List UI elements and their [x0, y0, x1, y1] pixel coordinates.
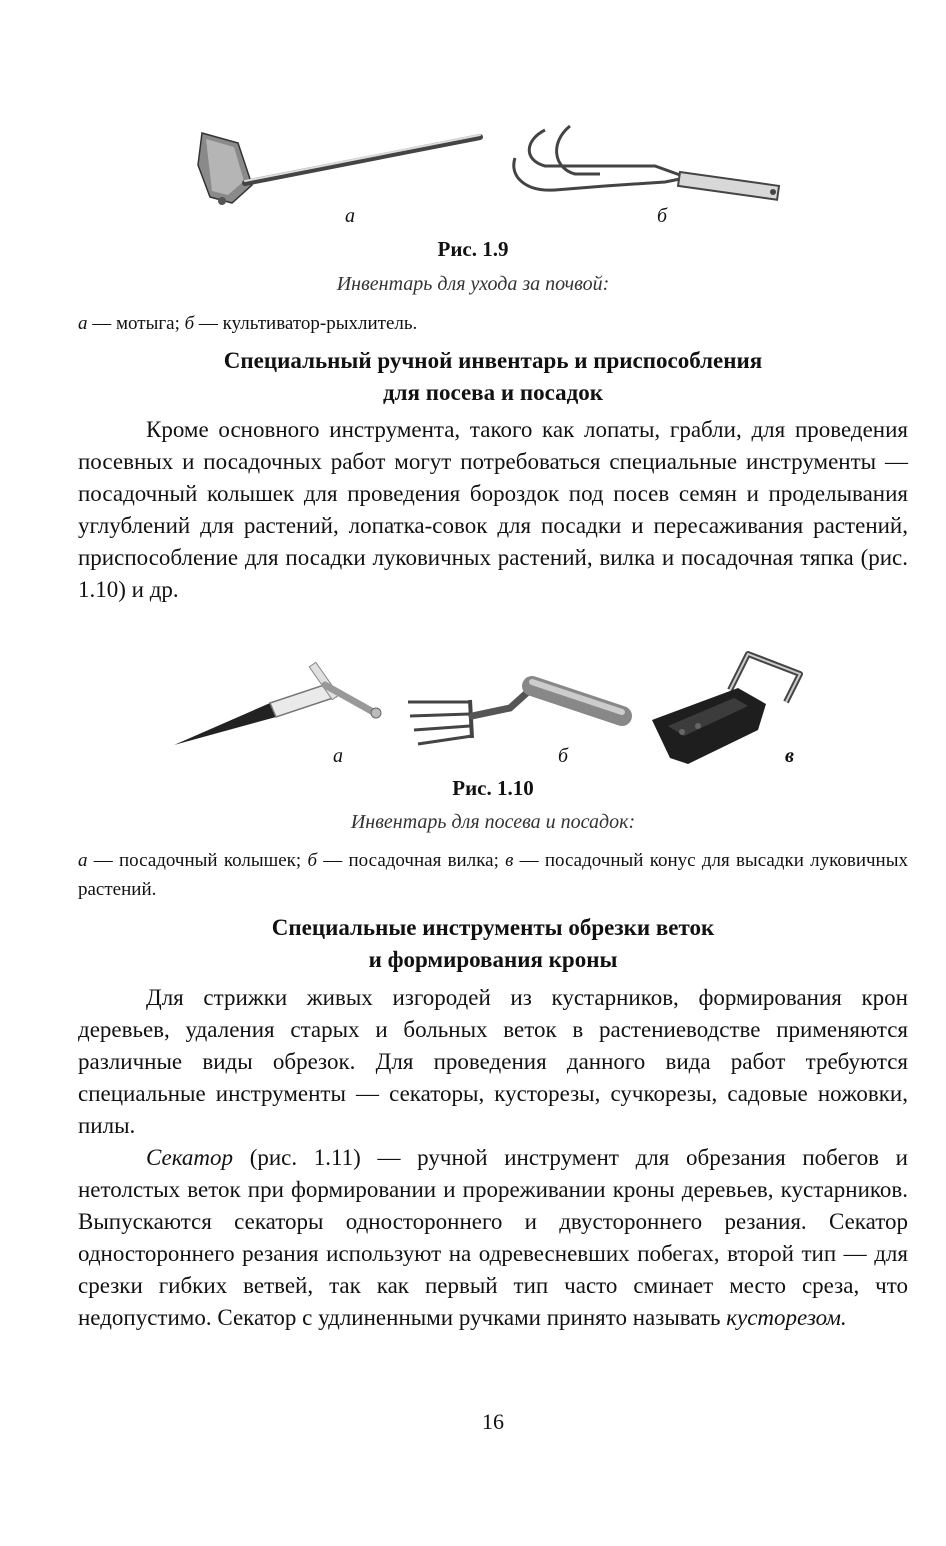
page-number: 16 [482, 1409, 504, 1434]
planting-fork-illustration [400, 672, 635, 752]
term-kustorez: кусторезом. [726, 1305, 847, 1330]
legend-letter-b: б [184, 313, 195, 334]
figure-1-10-label-a: а [333, 745, 343, 767]
legend-letter-v: в [505, 850, 514, 871]
figure-1-9-caption: Инвентарь для ухода за почвой: [336, 273, 610, 295]
legend-letter-a: а [78, 313, 88, 334]
figure-1-10-legend [78, 846, 908, 904]
figure-1-10-label-v: в [785, 745, 794, 767]
legend-text-a: — мотыга; [87, 313, 185, 334]
legend-text-b: — посадочная вилка; [317, 850, 506, 871]
figure-1-10-caption: Инвентарь для посева и посадок: [350, 811, 636, 833]
planting-cone-illustration [648, 640, 823, 770]
section-2-heading-line1: Специальные инструменты обрезки веток [271, 915, 715, 940]
legend-text-a: — посадочный колышек; [87, 850, 308, 871]
figure-1-9-label-b: б [657, 205, 668, 227]
section-2-heading-line2: и формирования кроны [368, 947, 618, 972]
section-1-heading-line2: для посева и посадок [383, 380, 603, 405]
paragraph-2-body: (рис. 1.11) — ручной инструмент для обрезания побегов и нетолстых веток при формировании и прореживании кроны деревьев, кустарников. Выпускаются секаторы одностороннего и двустороннего резания. Секатор одностороннего резания используют на одревесневших побегах, второй тип — для срезки гибких ветвей, так как первый тип часто сминает место среза, что недопустимо. Секатор с удлиненными ручками принято называть [78, 1145, 908, 1330]
planting-peg-illustration [170, 655, 390, 750]
section-2-paragraph-1: Для стрижки живых изгородей из кустарников, формирования крон деревьев, удаления старых и больных веток в растениеводстве применяются различные виды обрезок. Для проведения данного вида работ требуются специальные инструменты — секаторы, кусторезы, сучкорезы, садовые ножовки, пилы. [78, 985, 908, 1138]
section-1-paragraph: Кроме основного инструмента, такого как лопаты, грабли, для проведения посевных и посадочных работ могут потребоваться специальные инструменты — посадочный колышек для проведения бороздок под посев семян и проделывания углублений для растений, лопатка-совок для посадки и пересаживания растений, приспособление для посадки луковичных растений, вилка и посадочная тяпка (рис. 1.10) и др. [78, 417, 908, 602]
legend-text-b: — культиватор-рыхлитель. [194, 313, 418, 334]
figure-1-9-title: Рис. 1.9 [437, 237, 509, 261]
legend-letter-a: а [78, 850, 88, 871]
figure-1-9-legend [78, 309, 908, 338]
section-2-paragraph-2 [78, 1142, 908, 1334]
legend-letter-b: б [307, 850, 317, 871]
section-1-heading [0, 345, 946, 409]
section-2-heading [0, 912, 946, 976]
cultivator-illustration [505, 120, 795, 215]
legend-text-v: — посадочный конус для высадки луковичных растений. [78, 850, 908, 900]
hoe-illustration [190, 125, 490, 215]
figure-1-10-label-b: б [558, 745, 569, 767]
figure-1-10-title: Рис. 1.10 [452, 776, 534, 800]
term-sekator: Секатор [146, 1145, 234, 1170]
figure-1-9-label-a: а [345, 205, 355, 227]
section-1-heading-line1: Специальный ручной инвентарь и приспособления [223, 348, 763, 373]
